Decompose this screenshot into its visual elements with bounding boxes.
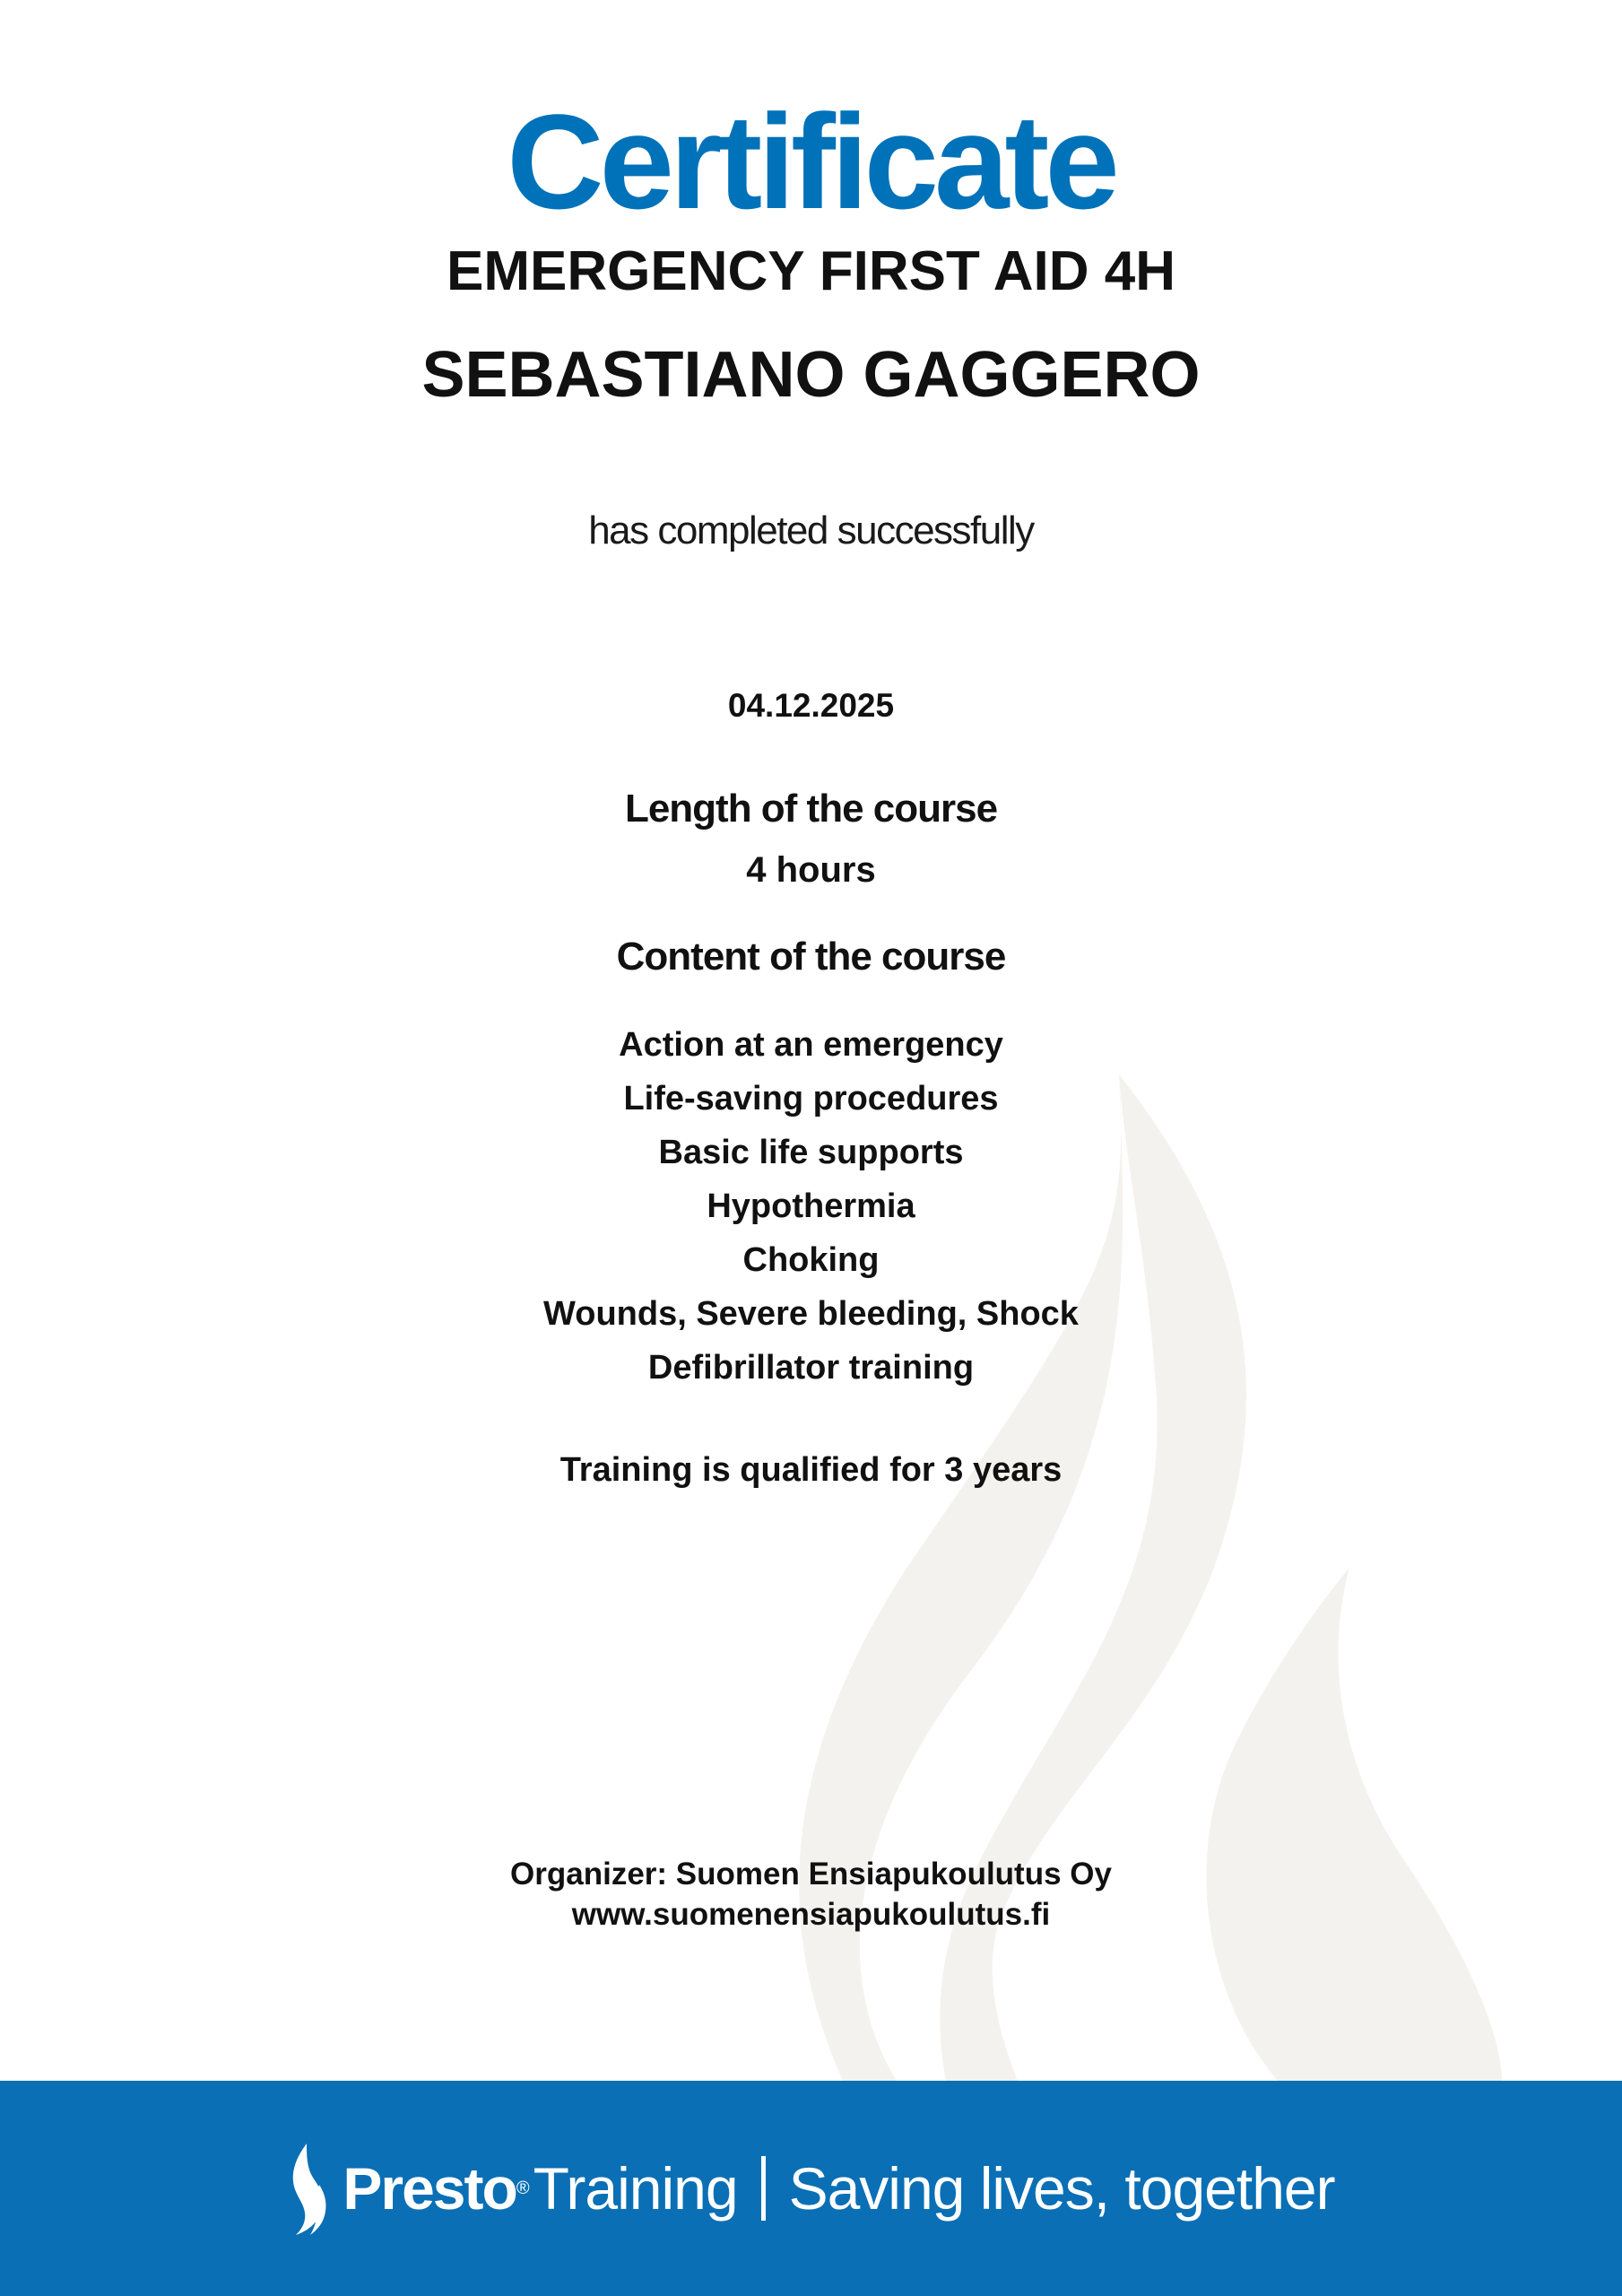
organizer-block [0, 1854, 1622, 1935]
course-name: EMERGENCY FIRST AID 4H [447, 240, 1175, 302]
brand-tagline: Saving lives, together [788, 2155, 1335, 2222]
list-item: Life-saving procedures [623, 1080, 999, 1118]
list-item: Choking [742, 1241, 880, 1279]
list-item: Wounds, Severe bleeding, Shock [543, 1295, 1079, 1333]
participant-name: SEBASTIANO GAGGERO [421, 339, 1201, 411]
organizer-website: www.suomenensiapukoulutus.fi [571, 1897, 1051, 1932]
brand-name-bold: Presto [343, 2155, 516, 2222]
footer-brand [0, 2081, 1622, 2296]
completion-statement: has completed successfully [588, 509, 1034, 552]
course-length-value: 4 hours [746, 850, 876, 890]
course-content-heading: Content of the course [616, 935, 1006, 978]
brand-registered-mark: ® [516, 2178, 530, 2198]
flame-icon [287, 2142, 330, 2235]
validity-statement: Training is qualified for 3 years [559, 1451, 1063, 1489]
list-item: Action at an emergency [619, 1026, 1003, 1064]
organizer-name: Organizer: Suomen Ensiapukoulutus Oy [510, 1857, 1112, 1892]
list-item: Basic life supports [658, 1134, 964, 1171]
completion-date: 04.12.2025 [727, 687, 895, 724]
course-content-list [0, 1018, 1622, 1395]
list-item: Defibrillator training [647, 1349, 975, 1387]
footer-divider [761, 2156, 766, 2221]
footer-banner [0, 2081, 1622, 2296]
course-length-heading: Length of the course [624, 787, 998, 831]
list-item: Hypothermia [707, 1187, 915, 1225]
brand-name-regular: Training [533, 2155, 738, 2222]
certificate-title: Certificate [507, 86, 1115, 237]
